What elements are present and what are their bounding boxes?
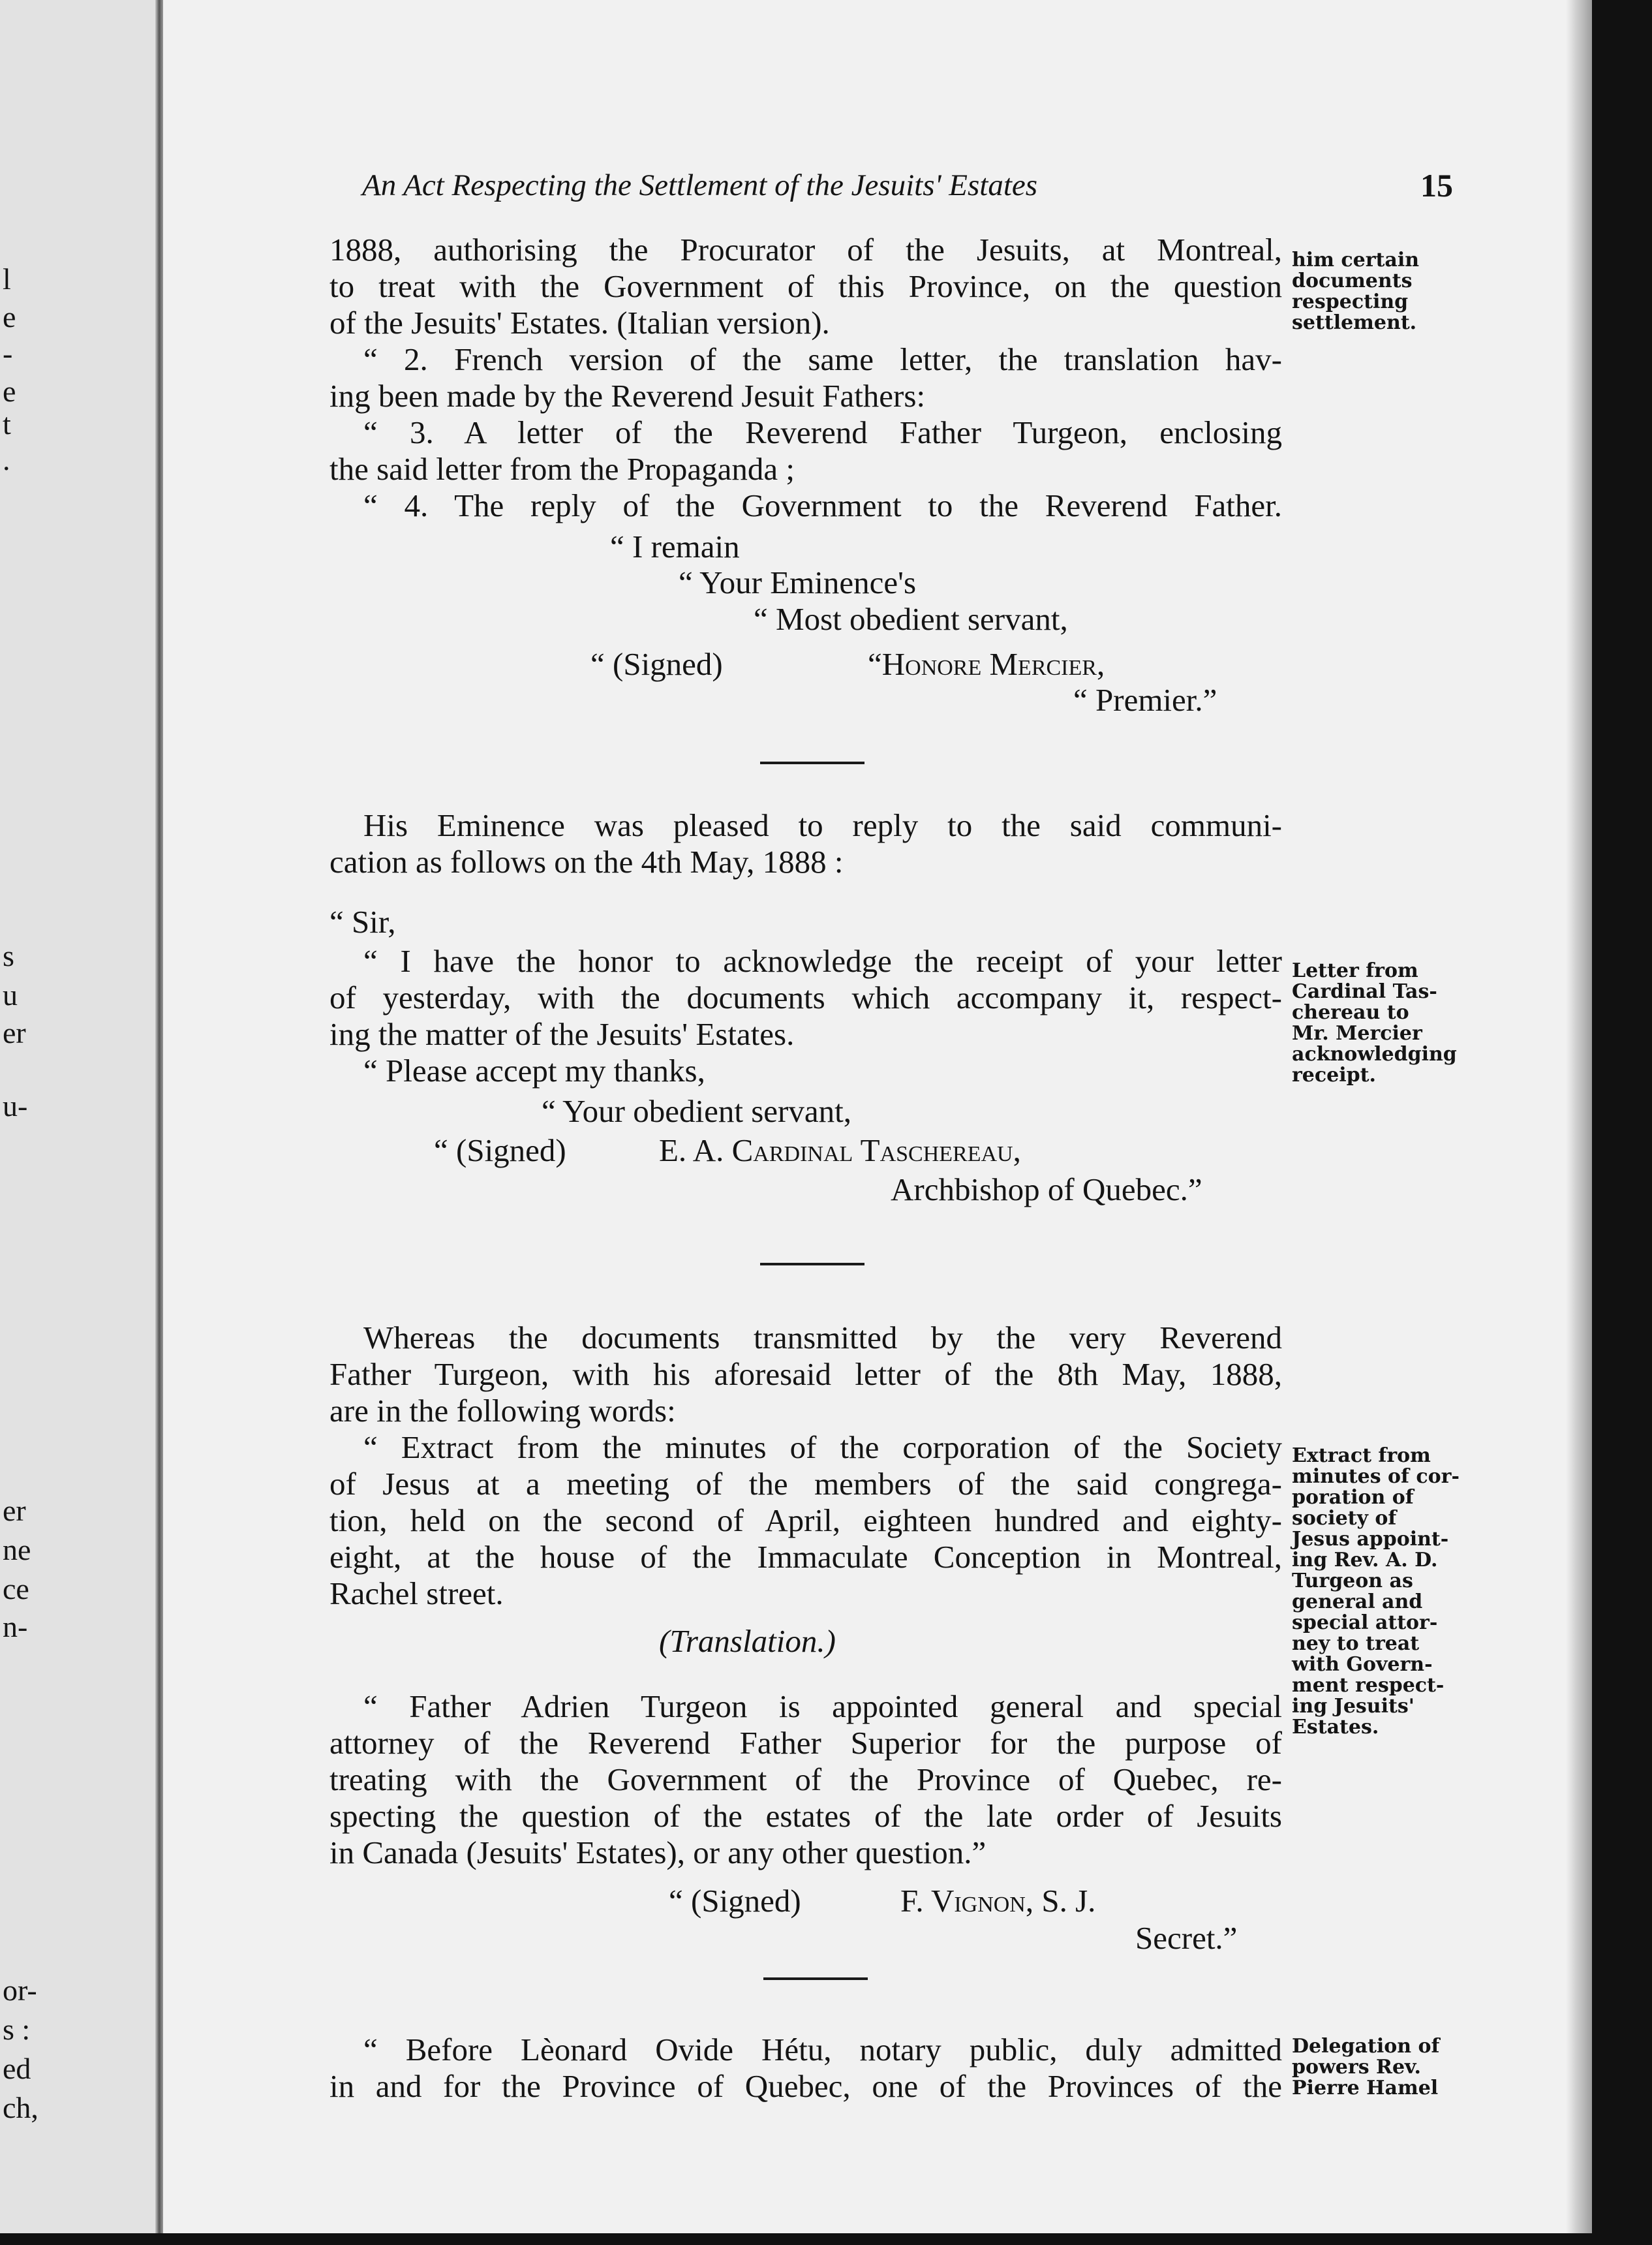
text-line: 1888, authorising the Procurator of the Jesuits, at Montreal, [329, 232, 1282, 268]
text-line: “ 2. French version of the same letter, the translation hav- [363, 341, 1282, 377]
margin-note-line: Extract from [1292, 1444, 1431, 1467]
section-divider [763, 1977, 868, 1980]
margin-note-line: Jesus appoint- [1292, 1528, 1449, 1551]
margin-note-line: special attor- [1292, 1611, 1438, 1634]
signatory-title: “ Premier.” [1073, 682, 1217, 718]
text-line: His Eminence was pleased to reply to the said communi- [363, 807, 1282, 843]
translation-heading: (Translation.) [659, 1623, 836, 1659]
signatory-name: F. Vignon, S. J. [900, 1883, 1096, 1919]
text-line: ing been made by the Reverend Jesuit Fathers: [329, 378, 926, 414]
page-number: 15 [1420, 167, 1453, 204]
text-line: eight, at the house of the Immaculate Conception in Montreal, [329, 1539, 1282, 1575]
text-line: in Canada (Jesuits' Estates), or any other question.” [329, 1835, 987, 1870]
paragraph-appointment [329, 1688, 1282, 1871]
fragment: u [3, 978, 18, 1012]
fragment: e [3, 300, 16, 333]
scan-border [1592, 0, 1652, 2245]
text-line: tion, held on the second of April, eighteen hundred and eighty- [329, 1502, 1282, 1538]
margin-note-line: Delegation of [1292, 2035, 1440, 2058]
section-divider [760, 1263, 864, 1265]
margin-note-line: society of [1292, 1507, 1397, 1530]
paragraph-whereas [329, 1320, 1282, 1612]
margin-note-line: Letter from [1292, 959, 1418, 982]
margin-note-line: Cardinal Tas- [1292, 980, 1437, 1003]
text-line: “ Extract from the minutes of the corporation of the Society [363, 1429, 1282, 1465]
fragment: - [3, 337, 13, 370]
section-divider [760, 762, 864, 764]
signatory-title: Archbishop of Quebec.” [891, 1171, 1202, 1207]
margin-note-line: Estates. [1292, 1716, 1379, 1739]
signatory-title: Secret.” [1135, 1920, 1238, 1956]
margin-note-line: Turgeon as [1292, 1570, 1413, 1592]
fragment: er [3, 1016, 26, 1049]
margin-note-extract [1292, 1446, 1461, 1738]
text-line: in and for the Province of Quebec, one of the Provinces of the [329, 2068, 1282, 2104]
margin-note-line: settlement. [1292, 311, 1417, 334]
margin-note-line: ment respect- [1292, 1674, 1445, 1697]
signed-label: “ (Signed) [434, 1132, 566, 1168]
margin-note-line: poration of [1292, 1486, 1414, 1509]
fragment: ne [3, 1533, 31, 1566]
margin-note-line: receipt. [1292, 1064, 1376, 1087]
closing-servant: “ Your obedient servant, [542, 1093, 851, 1129]
text-line: are in the following words: [329, 1393, 676, 1429]
fragment: ch, [3, 2091, 38, 2124]
fragment: u- [3, 1089, 28, 1122]
text-line: “ 4. The reply of the Government to the Reverend Father. [363, 488, 1282, 523]
text-line: to treat with the Government of this Province, on the question [329, 268, 1282, 304]
signatory-name: “Honore Mercier, [868, 646, 1105, 682]
margin-note-line: ing Rev. A. D. [1292, 1549, 1438, 1572]
text-line: Whereas the documents transmitted by the very Reverend [363, 1320, 1282, 1355]
fragment: or- [3, 1974, 37, 2007]
signed-label: “ (Signed) [669, 1883, 801, 1919]
text-line: “ Father Adrien Turgeon is appointed general and special [363, 1688, 1282, 1724]
margin-note-documents [1292, 250, 1461, 333]
running-title: An Act Respecting the Settlement of the Jesuits' Estates [362, 168, 1038, 202]
text-line: treating with the Government of the Province of Quebec, re- [329, 1761, 1282, 1797]
fragment: ed [3, 2052, 31, 2085]
text-line: of Jesus at a meeting of the members of the said congrega- [329, 1466, 1282, 1502]
facing-page-text-fragments [0, 0, 157, 2245]
fragment: . [3, 443, 10, 476]
text-line: “ 3. A letter of the Reverend Father Turgeon, enclosing [363, 414, 1282, 450]
fragment: er [3, 1494, 26, 1527]
text-line: Father Turgeon, with his aforesaid letter of the 8th May, 1888, [329, 1356, 1282, 1392]
margin-note-line: minutes of cor- [1292, 1465, 1460, 1488]
text-line: “ Please accept my thanks, [363, 1053, 705, 1089]
closing-servant: “ Most obedient servant, [754, 601, 1068, 637]
margin-note-line: with Govern- [1292, 1653, 1433, 1676]
margin-note-line: powers Rev. [1292, 2056, 1421, 2079]
signed-label: “ (Signed) [590, 646, 723, 682]
fragment: l [3, 262, 11, 296]
text-line: Rachel street. [329, 1575, 504, 1611]
closing-remain: “ I remain [610, 529, 740, 565]
page-shadow [1566, 0, 1592, 2245]
margin-note-line: documents [1292, 270, 1413, 292]
letter-body [329, 943, 1282, 1089]
text-line: of the Jesuits' Estates. (Italian version). [329, 305, 830, 341]
closing-eminence: “ Your Eminence's [679, 565, 917, 600]
margin-note-line: chereau to [1292, 1001, 1409, 1024]
text-line: “ Before Lèonard Ovide Hétu, notary public, duly admitted [363, 2032, 1282, 2067]
fragment: n- [3, 1610, 28, 1643]
margin-note-delegation [1292, 2036, 1461, 2099]
running-header [362, 164, 1471, 210]
margin-note-line: respecting [1292, 290, 1409, 313]
margin-note-line: Mr. Mercier [1292, 1022, 1422, 1045]
margin-note-line: general and [1292, 1590, 1423, 1613]
margin-note-line: acknowledging [1292, 1043, 1457, 1066]
paragraph-procurator [329, 232, 1282, 524]
margin-note-line: ney to treat [1292, 1632, 1420, 1655]
text-line: specting the question of the estates of the late order of Jesuits [329, 1798, 1282, 1834]
salutation: “ Sir, [329, 904, 396, 940]
text-line: cation as follows on the 4th May, 1888 : [329, 844, 844, 880]
fragment: t [3, 407, 11, 441]
text-line: “ I have the honor to acknowledge the receipt of your letter [363, 943, 1282, 979]
text-line: of yesterday, with the documents which accompany it, respect- [329, 980, 1282, 1015]
margin-note-cardinal-letter [1292, 961, 1461, 1086]
signatory-name: E. A. Cardinal Taschereau, [659, 1132, 1021, 1168]
scan-border-bottom [0, 2233, 1652, 2245]
fragment: ce [3, 1572, 29, 1605]
text-line: the said letter from the Propaganda ; [329, 451, 795, 487]
margin-note-line: ing Jesuits' [1292, 1695, 1415, 1718]
margin-note-line: Pierre Hamel [1292, 2077, 1439, 2099]
fragment: s : [3, 2013, 31, 2046]
fragment: e [3, 375, 16, 408]
margin-note-line: him certain [1292, 249, 1420, 271]
text-line: attorney of the Reverend Father Superior for the purpose of [329, 1725, 1282, 1761]
paragraph-notary [329, 2032, 1282, 2105]
fragment: s [3, 939, 14, 972]
text-line: ing the matter of the Jesuits' Estates. [329, 1016, 795, 1052]
paragraph-reply [329, 807, 1282, 880]
